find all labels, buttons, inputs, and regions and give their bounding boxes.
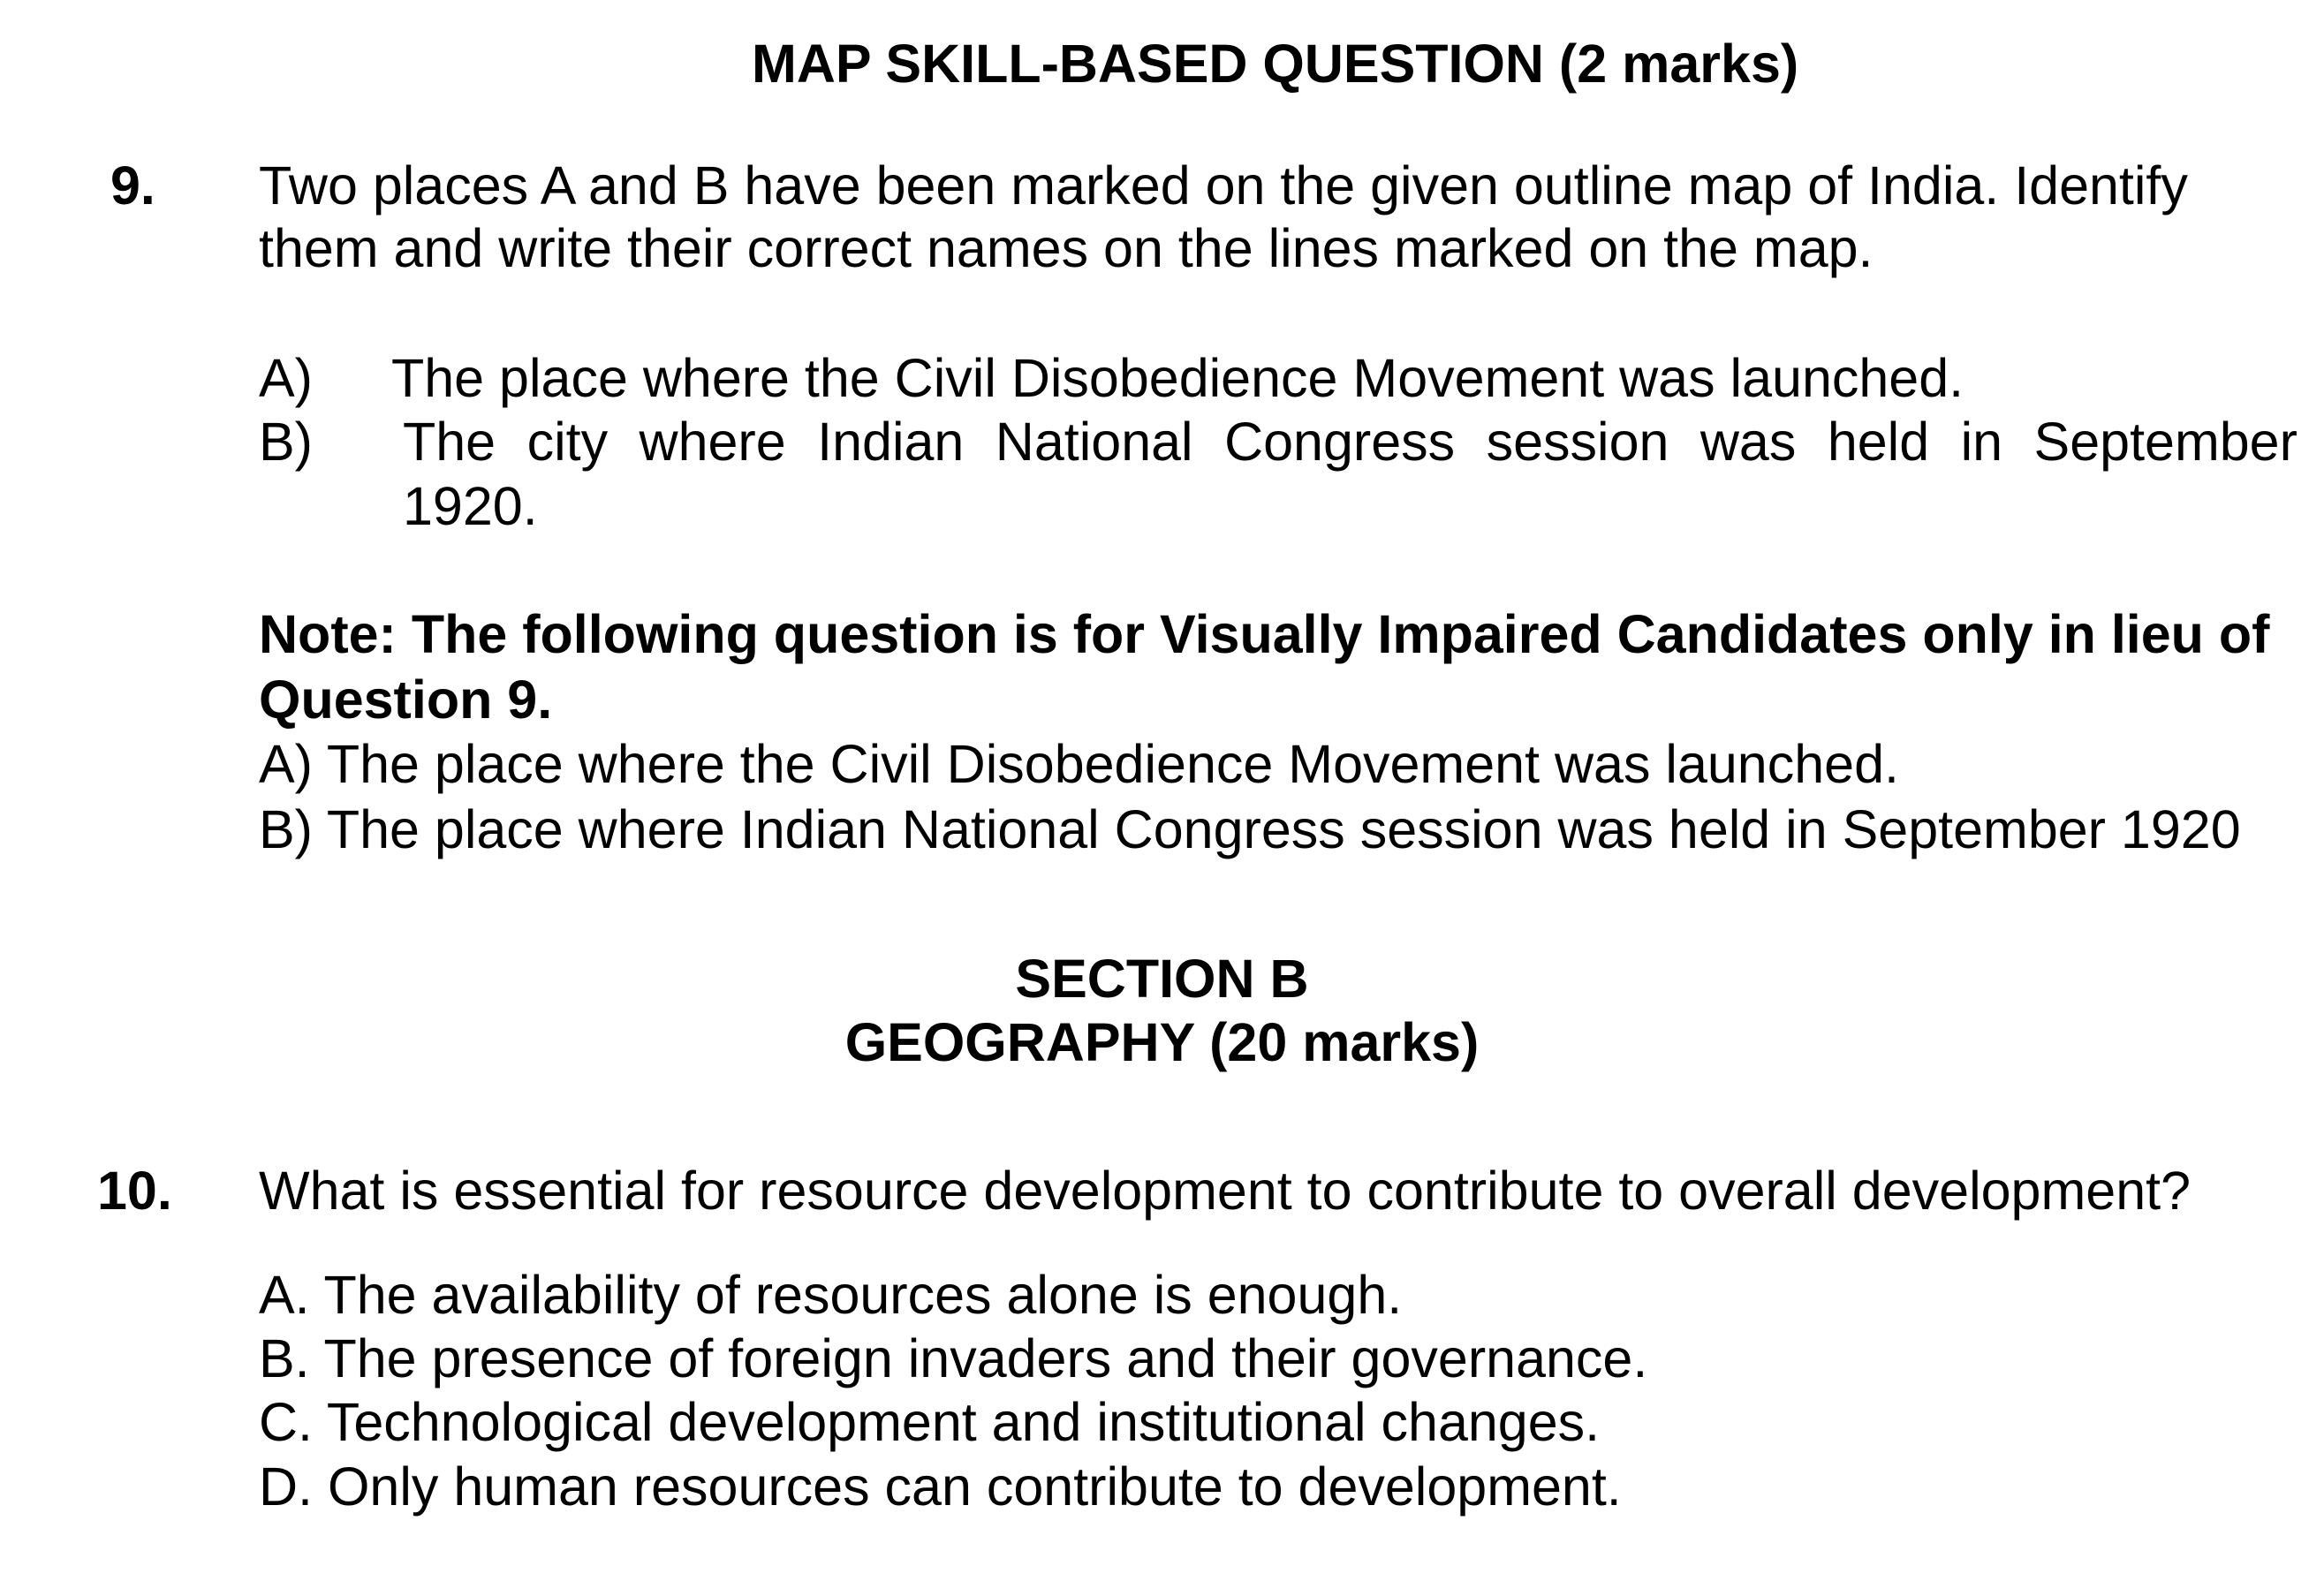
question-9-text-line-2: them and write their correct names on the lines marked on the map.	[259, 218, 1874, 278]
question-10-option-a: A. The availability of resources alone is enough.	[259, 1265, 1403, 1325]
visually-impaired-note-line-1: Note: The following question is for Visually Impaired Candidates only in lieu of	[259, 604, 2270, 664]
visually-impaired-option-a: A) The place where the Civil Disobedience Movement was launched.	[259, 734, 1899, 794]
question-9-option-a-text: The place where the Civil Disobedience Movement was launched.	[391, 348, 1964, 408]
option-b-word: was	[1699, 412, 1797, 472]
question-10-number: 10.	[97, 1161, 172, 1221]
option-b-word: held	[1827, 412, 1930, 472]
question-9-option-a-label: A)	[259, 348, 313, 408]
option-b-word: session	[1486, 412, 1669, 472]
option-b-word: in	[1960, 412, 2003, 472]
question-9-option-b-label: B)	[259, 412, 313, 472]
question-10-option-c: C. Technological development and institutional changes.	[259, 1392, 1601, 1452]
option-b-word: Congress	[1224, 412, 1456, 472]
question-10-option-d: D. Only human resources can contribute to development.	[259, 1456, 1622, 1517]
question-10-text: What is essential for resource development to contribute to overall development?	[259, 1161, 2192, 1221]
visually-impaired-option-b: B) The place where Indian National Congress session was held in September 1920	[259, 799, 2241, 859]
question-10-option-b: B. The presence of foreign invaders and their governance.	[259, 1328, 1648, 1388]
map-section-heading: MAP SKILL-BASED QUESTION (2 marks)	[752, 34, 1799, 94]
question-9-option-b-line-1	[403, 410, 2298, 473]
option-b-word: The	[403, 412, 496, 472]
question-9-number: 9.	[110, 155, 155, 216]
question-9-text-line-1: Two places A and B have been marked on the given outline map of India. Identify	[259, 155, 2188, 216]
option-b-word: city	[526, 412, 609, 472]
question-9-option-b-line-2: 1920.	[403, 476, 538, 536]
section-b-title: SECTION B	[1015, 949, 1309, 1009]
option-b-word: National	[995, 412, 1193, 472]
section-b-subtitle: GEOGRAPHY (20 marks)	[844, 1012, 1480, 1072]
option-b-word: Indian	[817, 412, 965, 472]
option-b-word: where	[639, 412, 786, 472]
option-b-word: September	[2033, 412, 2298, 472]
visually-impaired-note-line-2: Question 9.	[259, 669, 553, 730]
